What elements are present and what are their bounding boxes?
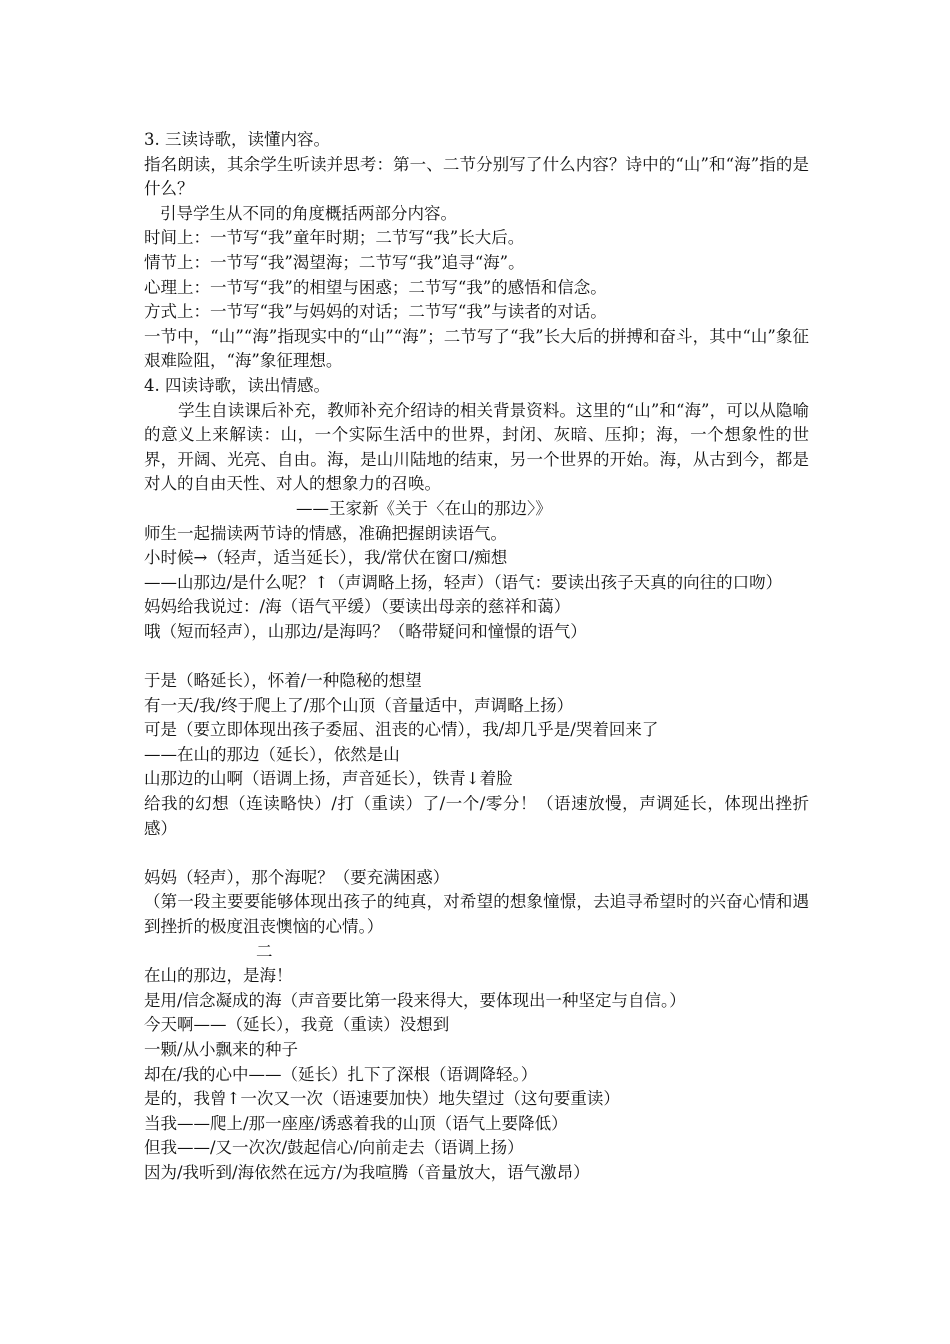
poem-line: 却在/我的心中——（延长）扎下了深根（语调降轻。） bbox=[144, 1064, 538, 1084]
poem-line: 在山的那边，是海！ bbox=[144, 966, 293, 986]
section-heading-3: 3. 三读诗歌，读懂内容。 bbox=[144, 130, 330, 149]
poem-line: 是用/信念凝成的海（声音要比第一段来得大，要体现出一种坚定与自信。） bbox=[144, 990, 686, 1010]
blank-line bbox=[144, 841, 809, 866]
poem-line: ——在山的那边（延长），依然是山 bbox=[144, 744, 400, 764]
poem-line: 山那边的山啊（语调上扬，声音延长），铁青↓着脸 bbox=[144, 769, 513, 789]
paragraph-section-note: （第一段主要要能够体现出孩子的纯真，对希望的想象憧憬，去追寻希望时的兴奋心情和遇到挫折的极度沮丧懊恼的心情。） bbox=[144, 892, 809, 936]
section-heading-4: 4. 四读诗歌，读出情感。 bbox=[144, 375, 330, 395]
poem-line: 但我——/又一次次/鼓起信心/向前走去（语调上扬） bbox=[144, 1138, 524, 1158]
poem-line: 于是（略延长），怀着/一种隐秘的想望 bbox=[144, 671, 422, 691]
quote-attribution: ——王家新《关于〈在山的那边〉》 bbox=[296, 498, 552, 518]
poem-line: ——山那边/是什么呢？↑（声调略上扬，轻声）（语气：要读出孩子天真的向往的口吻） bbox=[144, 572, 783, 592]
section-marker: 二 bbox=[256, 941, 273, 961]
paragraph-symbolism: 一节中，“山”“海”指现实中的“山”“海”；二节写了“我”长大后的拼搏和奋斗，其中“山”象征艰难险阻，“海”象征理想。 bbox=[144, 326, 809, 371]
paragraph-reading-instruction: 师生一起揣读两节诗的情感，准确把握朗读语气。 bbox=[144, 523, 507, 543]
paragraph-guide: 引导学生从不同的角度概括两部分内容。 bbox=[160, 203, 457, 223]
blank-line bbox=[144, 644, 809, 669]
poem-line: 可是（要立即体现出孩子委屈、沮丧的心情），我/却几乎是/哭着回来了 bbox=[144, 720, 659, 740]
poem-line: 妈妈（轻声），那个海呢？（要充满困惑） bbox=[144, 867, 450, 887]
paragraph-question: 指名朗读，其余学生听读并思考：第一、二节分别写了什么内容？诗中的“山”和“海”指的是什么？ bbox=[144, 154, 809, 199]
poem-line: 是的，我曾↑一次又一次（语速要加快）地失望过（这句要重读） bbox=[144, 1089, 620, 1109]
poem-line: 今天啊——（延长），我竟（重读）没想到 bbox=[144, 1015, 450, 1035]
summary-time: 时间上：一节写“我”童年时期；二节写“我”长大后。 bbox=[144, 228, 525, 248]
poem-line: 当我——爬上/那一座座/诱惑着我的山顶（语气上要降低） bbox=[144, 1113, 568, 1133]
document-page bbox=[144, 128, 809, 1186]
poem-line: 因为/我听到/海依然在远方/为我喧腾（音量放大，语气激昂） bbox=[144, 1162, 590, 1182]
summary-plot: 情节上：一节写“我”渴望海；二节写“我”追寻“海”。 bbox=[144, 252, 525, 272]
paragraph-background: 学生自读课后补充，教师补充介绍诗的相关背景资料。这里的“山”和“海”，可以从隐喻的意义上来解读：山，一个实际生活中的世界，封闭、灰暗、压抑；海，一个想象性的世界，开阔、光亮、自由。海，是山川陆地的结束，另一个世界的开始。海，从古到今，都是对人的自由天性、对人的想象力的召唤。 bbox=[144, 400, 809, 494]
poem-line: 哦（短而轻声），山那边/是海吗？（略带疑问和憧憬的语气） bbox=[144, 621, 587, 641]
poem-line: 一颗/从小飘来的种子 bbox=[144, 1039, 299, 1059]
poem-line: 有一天/我/终于爬上了/那个山顶（音量适中，声调略上扬） bbox=[144, 695, 574, 715]
summary-psychology: 心理上：一节写“我”的相望与困惑；二节写“我”的感悟和信念。 bbox=[144, 277, 607, 297]
poem-line: 给我的幻想（连读略快）/打（重读）了/一个/零分！（语速放慢，声调延长，体现出挫折感） bbox=[144, 794, 809, 838]
poem-line: 小时候→（轻声，适当延长），我/常伏在窗口/痴想 bbox=[144, 548, 508, 568]
poem-line: 妈妈给我说过：/海（语气平缓）（要读出母亲的慈祥和蔼） bbox=[144, 597, 571, 617]
summary-method: 方式上：一节写“我”与妈妈的对话；二节写“我”与读者的对话。 bbox=[144, 302, 607, 322]
